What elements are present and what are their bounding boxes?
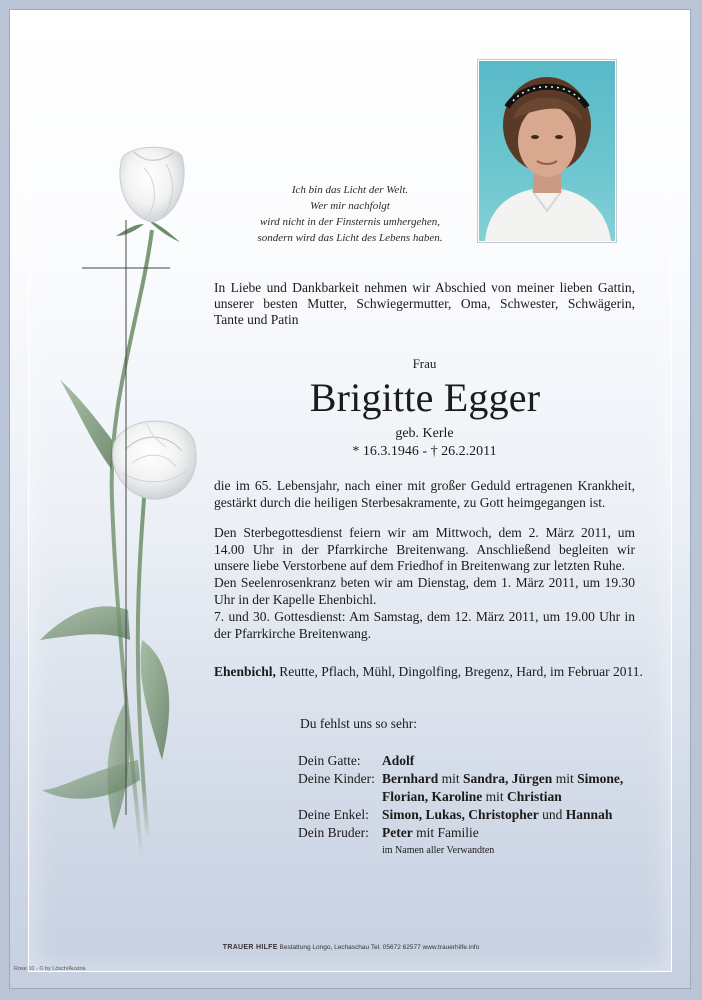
footer-text: Bestattung Longo, Lechaschau Tel. 05672 62577 www.trauerhilfe.info <box>277 944 480 951</box>
image-credit: Rose 10 - © by Lösch/Austria <box>14 966 86 972</box>
family-label: Dein Bruder: <box>298 825 369 840</box>
brother-name: Peter <box>382 825 413 840</box>
connector-text: mit <box>482 789 508 804</box>
footer-brand: TRAUER HILFE <box>222 944 278 951</box>
intro-line: unserer besten Mutter, Schwiegermutter, Oma, Schwester, Schwägerin, <box>214 296 635 311</box>
spouse-name: Adolf <box>382 753 415 768</box>
verse-line: sondern wird das Licht des Lebens haben. <box>257 232 443 244</box>
rose-cross-illustration <box>30 140 220 890</box>
family-label: Deine Kinder: <box>298 771 375 786</box>
paragraph-line: die im 65. Lebensjahr, nach einer mit großer Geduld ertragenen Krankheit, <box>214 478 635 493</box>
portrait-photo <box>478 60 616 242</box>
paragraph-line: Den Sterbegottesdienst feiern wir am Mittwoch, dem 2. März 2011, um <box>214 525 635 540</box>
child-name: Florian, Karoline <box>382 789 483 804</box>
footer-imprint <box>0 944 702 951</box>
connector-text: mit <box>438 771 464 786</box>
paragraph-line: unsere liebe Verstorbene auf dem Friedhof in Breitenwang zur letzten Ruhe. <box>214 558 625 573</box>
rosary-paragraph <box>214 575 635 608</box>
family-label: Dein Gatte: <box>298 753 361 768</box>
child-name: Bernhard <box>382 771 439 786</box>
paragraph-line: Uhr in der Kapelle Ehenbichl. <box>214 591 377 607</box>
passing-paragraph <box>214 478 635 511</box>
deceased-name: Brigitte Egger <box>309 375 541 420</box>
salutation: Frau <box>412 356 437 371</box>
paragraph-line: 7. und 30. Gottesdienst: Am Samstag, dem 12. März 2011, um 19.00 Uhr in <box>214 609 635 624</box>
places-rest: Reutte, Pflach, Mühl, Dingolfing, Bregenz, Hard, im Februar 2011. <box>275 664 643 679</box>
bible-verse <box>230 182 470 246</box>
family-label: Deine Enkel: <box>298 807 369 822</box>
paragraph-line: 14.00 Uhr in der Pfarrkirche Breitenwang. Anschließend begleiten wir <box>214 541 635 557</box>
portrait-image <box>479 61 615 241</box>
connector-text: mit <box>552 771 578 786</box>
intro-text <box>214 280 635 328</box>
relatives-note: im Namen aller Verwandten <box>382 845 495 856</box>
birth-name: geb. Kerle <box>395 426 454 441</box>
connector-text: und <box>538 807 566 822</box>
service-paragraph <box>214 525 635 575</box>
life-dates: * 16.3.1946 - † 26.2.2011 <box>352 444 497 459</box>
place-bold: Ehenbichl, <box>214 664 276 679</box>
verse-line: wird nicht in der Finsternis umhergehen, <box>259 216 441 228</box>
intro-line: Tante und Patin <box>214 312 299 327</box>
paragraph-line: gestärkt durch die heiligen Sterbesakramente, zu Gott heimgegangen ist. <box>214 494 606 510</box>
grandchild-name: Hannah <box>565 807 613 822</box>
child-name: Sandra, Jürgen <box>463 771 553 786</box>
grandchild-names: Simon, Lukas, Christopher <box>382 807 539 822</box>
intro-line: In Liebe und Dankbarkeit nehmen wir Abschied von meiner lieben Gattin, <box>214 280 635 295</box>
verse-line: Ich bin das Licht der Welt. <box>291 184 409 196</box>
verse-line: Wer mir nachfolgt <box>310 200 390 212</box>
mass-paragraph <box>214 609 635 642</box>
connector-text: mit Familie <box>412 825 479 840</box>
paragraph-line: der Pfarrkirche Breitenwang. <box>214 625 372 641</box>
paragraph-line: Den Seelenrosenkranz beten wir am Dienstag, dem 1. März 2011, um 19.30 <box>214 575 635 590</box>
child-name: Christian <box>507 789 562 804</box>
places-line <box>214 664 643 681</box>
signoff: Du fehlst uns so sehr: <box>300 716 417 731</box>
child-name: Simone, <box>577 771 624 786</box>
